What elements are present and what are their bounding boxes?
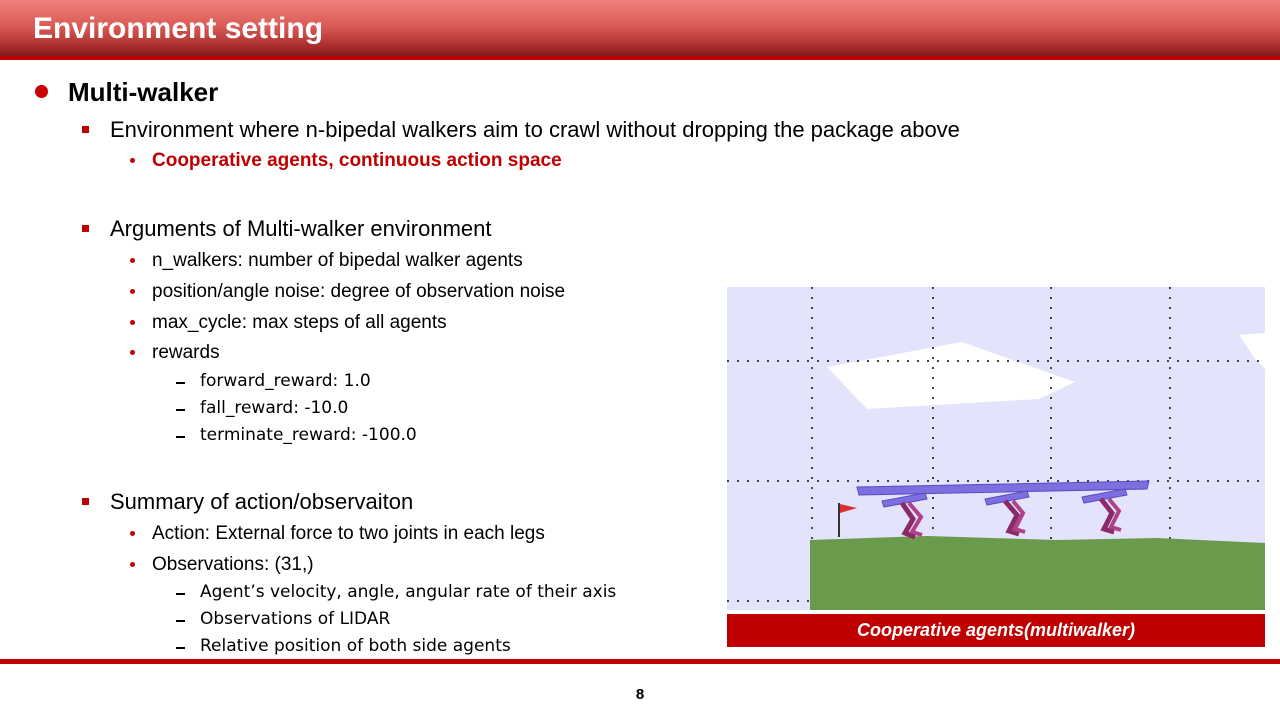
- observations-item: Observations: (31,): [152, 554, 314, 575]
- bullet-dot-icon: [130, 320, 135, 325]
- bullet-square-icon: [82, 225, 89, 232]
- bullet-circle-icon: [35, 85, 48, 98]
- bullet-dash-icon: [176, 409, 185, 411]
- argument-item: max_cycle: max steps of all agents: [152, 312, 447, 333]
- bullet-dash-icon: [176, 436, 185, 438]
- bullet-square-icon: [82, 498, 89, 505]
- bullet-dash-icon: [176, 593, 185, 595]
- bullet-dot-icon: [130, 158, 135, 163]
- bullet-square-icon: [82, 126, 89, 133]
- reward-item: terminate_reward: -100.0: [200, 425, 417, 445]
- bullet-dot-icon: [130, 531, 135, 536]
- action-item: Action: External force to two joints in each legs: [152, 523, 545, 544]
- bullet-dash-icon: [176, 620, 185, 622]
- bullet-dot-icon: [130, 289, 135, 294]
- title-underline: [0, 56, 1280, 60]
- heading-multi-walker: Multi-walker: [68, 77, 219, 107]
- summary-title: Summary of action/observaiton: [110, 489, 414, 514]
- bullet-dot-icon: [130, 562, 135, 567]
- bullet-dot-icon: [130, 258, 135, 263]
- reward-item: forward_reward: 1.0: [200, 371, 371, 391]
- argument-item: rewards: [152, 342, 220, 363]
- multiwalker-render-image: [727, 287, 1265, 610]
- observation-detail: Relative position of both side agents: [200, 636, 511, 656]
- env-description: Environment where n-bipedal walkers aim to crawl without dropping the package above: [110, 117, 960, 142]
- env-highlight: Cooperative agents, continuous action space: [152, 150, 562, 171]
- slide-title: Environment setting: [33, 12, 324, 45]
- figure-caption: Cooperative agents(multiwalker): [727, 614, 1265, 647]
- arguments-title: Arguments of Multi-walker environment: [110, 216, 492, 241]
- observation-detail: Observations of LIDAR: [200, 609, 391, 629]
- argument-item: position/angle noise: degree of observation noise: [152, 281, 566, 302]
- argument-item: n_walkers: number of bipedal walker agents: [152, 250, 523, 271]
- footer-divider: [0, 659, 1280, 664]
- page-number: 8: [635, 686, 645, 703]
- bullet-dash-icon: [176, 382, 185, 384]
- bullet-dot-icon: [130, 350, 135, 355]
- observation-detail: Agent’s velocity, angle, angular rate of their axis: [200, 582, 617, 602]
- reward-item: fall_reward: -10.0: [200, 398, 349, 418]
- bullet-dash-icon: [176, 647, 185, 649]
